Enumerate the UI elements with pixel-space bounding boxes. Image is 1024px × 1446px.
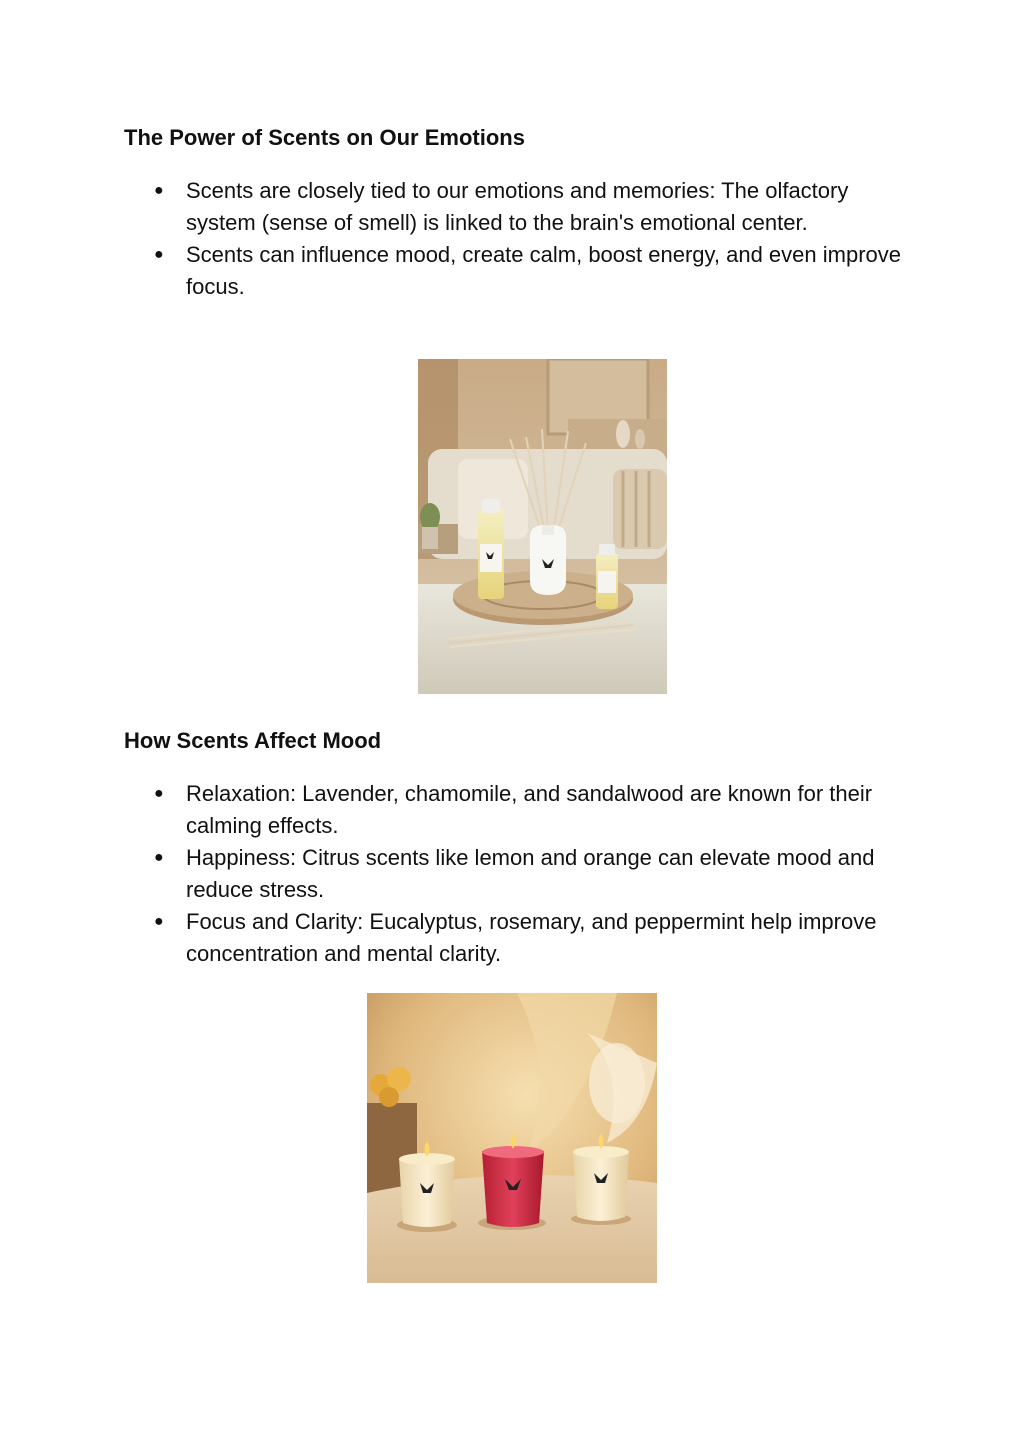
bullet-list: [0, 175, 906, 303]
list-item: [0, 906, 906, 970]
list-item: [0, 842, 906, 906]
reed-diffuser-photo: [418, 359, 667, 694]
bullet-list: [0, 778, 906, 970]
section-heading: The Power of Scents on Our Emotions: [124, 125, 525, 150]
scented-candles-photo: [367, 993, 657, 1283]
bullet-icon: ●: [154, 182, 164, 199]
bullet-icon: ●: [154, 785, 164, 802]
list-item: [0, 778, 906, 842]
list-item-text: Focus and Clarity: Eucalyptus, rosemary, and peppermint help improve concentration and mental clarity.: [186, 909, 877, 966]
bullet-icon: ●: [154, 913, 164, 930]
bullet-icon: ●: [154, 849, 164, 866]
bullet-icon: ●: [154, 246, 164, 263]
list-item-text: Scents are closely tied to our emotions and memories: The olfactory system (sense of smell) is linked to the brain's emotional center.: [186, 178, 849, 235]
list-item-text: Scents can influence mood, create calm, boost energy, and even improve focus.: [186, 242, 901, 299]
list-item-text: Happiness: Citrus scents like lemon and orange can elevate mood and reduce stress.: [186, 845, 875, 902]
list-item: [0, 239, 906, 303]
section-heading: How Scents Affect Mood: [124, 728, 382, 753]
list-item-text: Relaxation: Lavender, chamomile, and sandalwood are known for their calming effects.: [186, 781, 873, 838]
list-item: [0, 175, 906, 239]
